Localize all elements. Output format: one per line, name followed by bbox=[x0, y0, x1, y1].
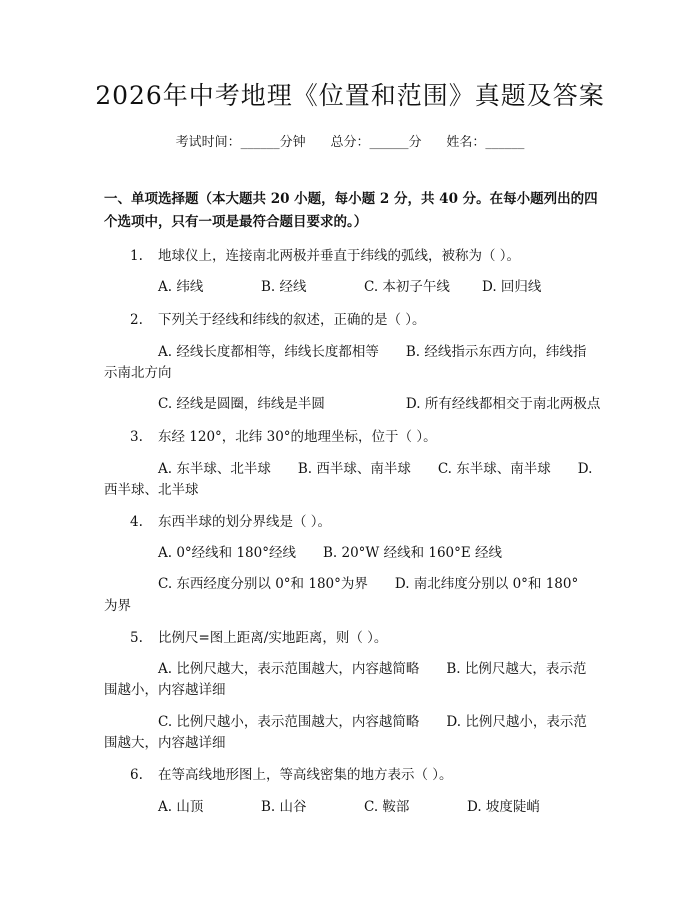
question-3 bbox=[130, 425, 437, 445]
time-blank: ______ bbox=[240, 135, 280, 150]
question-stem: 在等高线地形图上，等高线密集的地方表示（ ）。 bbox=[158, 767, 453, 783]
page-title: 2026年中考地理《位置和范围》真题及答案 bbox=[95, 81, 605, 110]
option-d: D. 回归线 bbox=[482, 279, 542, 295]
option-c: C. 鞍部 bbox=[364, 799, 410, 815]
section-heading-line2: 个选项中，只有一项是最符合题目要求的。） bbox=[104, 214, 368, 230]
question-stem: 比例尺=图上距离/实地距离，则（ ）。 bbox=[158, 630, 388, 646]
option-d: D. 坡度陡峭 bbox=[467, 799, 540, 815]
question-5-options-line1-cont: 围越小，内容越详细 bbox=[104, 682, 226, 698]
question-stem: 地球仪上，连接南北两极并垂直于纬线的弧线，被称为（ ）。 bbox=[158, 248, 521, 264]
score-unit: 分 bbox=[408, 135, 422, 150]
score-label: 总分： bbox=[330, 135, 370, 150]
question-1 bbox=[130, 244, 520, 264]
question-4-options-line1: A. 0°经线和 180°经线 B. 20°W 经线和 160°E 经线 bbox=[158, 545, 503, 561]
section-heading bbox=[104, 188, 604, 234]
option-a: A. 山顶 bbox=[158, 799, 204, 815]
question-5 bbox=[130, 626, 387, 646]
exam-info bbox=[0, 131, 700, 150]
question-2 bbox=[130, 308, 426, 328]
question-5-options-line1: A. 比例尺越大，表示范围越大，内容越简略 B. 比例尺越大，表示范 bbox=[158, 661, 587, 677]
option-b: B. 山谷 bbox=[261, 799, 307, 815]
question-number: 6. bbox=[130, 767, 143, 783]
option-b: B. 经线 bbox=[261, 279, 307, 295]
question-3-options-line1-cont: 西半球、北半球 bbox=[104, 482, 199, 498]
score-blank: ______ bbox=[369, 135, 409, 150]
time-unit: 分钟 bbox=[279, 135, 306, 150]
question-number: 1. bbox=[130, 248, 143, 264]
name-blank: ______ bbox=[485, 135, 525, 150]
question-4-options-line2: C. 东西经度分别以 0°和 180°为界 D. 南北纬度分别以 0°和 180° bbox=[158, 576, 579, 592]
question-stem: 东西半球的划分界线是（ ）。 bbox=[158, 514, 332, 530]
question-2-options-line1: A. 经线长度都相等，纬线长度都相等 B. 经线指示东西方向，纬线指 bbox=[158, 344, 587, 360]
question-1-options bbox=[158, 275, 541, 295]
option-a: A. 纬线 bbox=[158, 279, 204, 295]
question-5-options-line2-cont: 围越大，内容越详细 bbox=[104, 735, 226, 751]
question-4-options-line2-cont: 为界 bbox=[104, 598, 131, 614]
section-heading-line1: 一、单项选择题（本大题共 20 小题，每小题 2 分，共 40 分。在每小题列出的四 bbox=[104, 191, 598, 207]
name-label: 姓名： bbox=[446, 135, 486, 150]
question-4 bbox=[130, 510, 331, 530]
time-label: 考试时间： bbox=[175, 135, 241, 150]
question-number: 3. bbox=[130, 429, 143, 445]
option-c: C. 本初子午线 bbox=[364, 279, 450, 295]
question-6 bbox=[130, 763, 453, 783]
question-5-options-line2: C. 比例尺越小，表示范围越大，内容越简略 D. 比例尺越小，表示范 bbox=[158, 714, 587, 730]
question-2-options-line2: C. 经线是圆圈，纬线是半圆 D. 所有经线都相交于南北两极点 bbox=[158, 396, 601, 412]
question-number: 4. bbox=[130, 514, 143, 530]
question-6-options bbox=[158, 795, 540, 815]
question-stem: 东经 120°，北纬 30°的地理坐标，位于（ ）。 bbox=[158, 429, 437, 445]
question-number: 5. bbox=[130, 630, 143, 646]
question-stem: 下列关于经线和纬线的叙述，正确的是（ ）。 bbox=[158, 312, 426, 328]
question-3-options-line1: A. 东半球、北半球 B. 西半球、南半球 C. 东半球、南半球 D. bbox=[158, 461, 593, 477]
question-2-options-line1-cont: 示南北方向 bbox=[104, 365, 172, 381]
question-number: 2. bbox=[130, 312, 143, 328]
